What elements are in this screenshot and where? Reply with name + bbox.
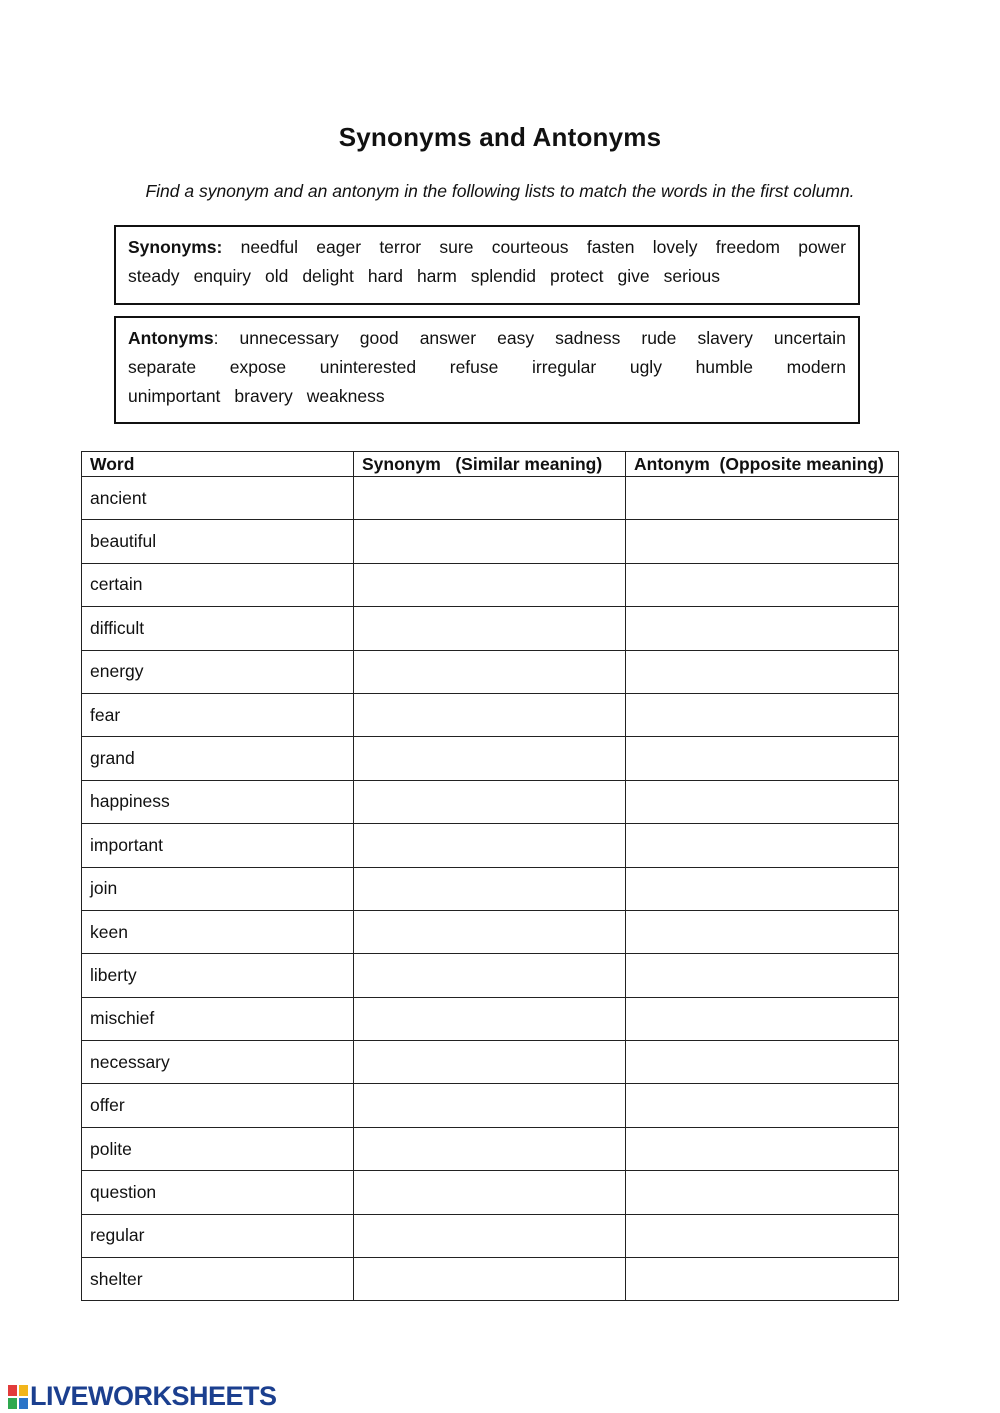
word-cell: energy	[82, 650, 354, 693]
antonym-option: humble	[695, 357, 753, 377]
word-cell: important	[82, 824, 354, 867]
antonyms-label: Antonyms	[128, 328, 214, 348]
liveworksheets-logo	[8, 1381, 277, 1412]
synonym-option: steady	[128, 266, 180, 286]
synonym-option: fasten	[586, 237, 635, 257]
table-row	[82, 867, 899, 910]
instruction-text: Find a synonym and an antonym in the following lists to match the words in the first column.	[145, 181, 855, 201]
word-cell: regular	[82, 1214, 354, 1257]
table-row	[82, 563, 899, 606]
table-row	[82, 650, 899, 693]
antonym-answer-cell[interactable]	[626, 477, 899, 520]
antonym-option: ugly	[629, 357, 662, 377]
antonym-option: modern	[786, 357, 846, 377]
synonyms-line-2	[128, 262, 846, 291]
word-cell: difficult	[82, 607, 354, 650]
synonym-answer-cell[interactable]	[354, 737, 626, 780]
synonym-option: serious	[663, 266, 721, 286]
table-row	[82, 1214, 899, 1257]
synonym-answer-cell[interactable]	[354, 477, 626, 520]
synonym-answer-cell[interactable]	[354, 563, 626, 606]
word-cell: offer	[82, 1084, 354, 1127]
synonym-answer-cell[interactable]	[354, 1258, 626, 1301]
antonym-option: irregular	[532, 357, 597, 377]
antonym-answer-cell[interactable]	[626, 1041, 899, 1084]
word-cell: beautiful	[82, 520, 354, 563]
synonym-answer-cell[interactable]	[354, 1084, 626, 1127]
antonym-option: unnecessary	[239, 328, 339, 348]
synonyms-box	[114, 225, 860, 305]
synonym-answer-cell[interactable]	[354, 1214, 626, 1257]
table-row	[82, 780, 899, 823]
antonym-option: answer	[419, 328, 477, 348]
column-header-antonym: Antonym (Opposite meaning)	[626, 452, 899, 477]
antonyms-line-3	[128, 382, 846, 411]
synonym-option: sure	[439, 237, 474, 257]
antonym-option: slavery	[697, 328, 753, 348]
synonym-answer-cell[interactable]	[354, 607, 626, 650]
table-row	[82, 1258, 899, 1301]
antonym-option: refuse	[449, 357, 499, 377]
table-row	[82, 737, 899, 780]
column-header-word: Word	[82, 452, 354, 477]
word-cell: grand	[82, 737, 354, 780]
column-header-synonym: Synonym (Similar meaning)	[354, 452, 626, 477]
word-cell: certain	[82, 563, 354, 606]
antonym-answer-cell[interactable]	[626, 607, 899, 650]
word-cell: fear	[82, 693, 354, 736]
word-cell: happiness	[82, 780, 354, 823]
antonym-answer-cell[interactable]	[626, 954, 899, 997]
word-cell: ancient	[82, 477, 354, 520]
table-row	[82, 477, 899, 520]
antonym-option: easy	[497, 328, 535, 348]
antonym-option: uncertain	[773, 328, 846, 348]
synonym-answer-cell[interactable]	[354, 1171, 626, 1214]
antonyms-line-1	[128, 324, 846, 353]
antonym-answer-cell[interactable]	[626, 650, 899, 693]
synonym-option: give	[617, 266, 650, 286]
antonym-option: expose	[229, 357, 287, 377]
synonym-answer-cell[interactable]	[354, 824, 626, 867]
antonym-option: good	[359, 328, 399, 348]
synonym-answer-cell[interactable]	[354, 910, 626, 953]
antonym-option: rude	[641, 328, 677, 348]
antonym-answer-cell[interactable]	[626, 780, 899, 823]
synonym-answer-cell[interactable]	[354, 693, 626, 736]
table-row	[82, 997, 899, 1040]
table-row	[82, 910, 899, 953]
antonym-answer-cell[interactable]	[626, 737, 899, 780]
antonym-answer-cell[interactable]	[626, 997, 899, 1040]
synonym-option: protect	[550, 266, 604, 286]
synonym-option: enquiry	[193, 266, 251, 286]
synonym-answer-cell[interactable]	[354, 997, 626, 1040]
table-row	[82, 693, 899, 736]
synonym-option: delight	[302, 266, 354, 286]
synonym-answer-cell[interactable]	[354, 1127, 626, 1170]
antonym-answer-cell[interactable]	[626, 1127, 899, 1170]
antonym-answer-cell[interactable]	[626, 824, 899, 867]
antonym-answer-cell[interactable]	[626, 1084, 899, 1127]
word-cell: necessary	[82, 1041, 354, 1084]
antonym-option: unimportant	[128, 386, 221, 406]
antonym-option: uninterested	[319, 357, 417, 377]
synonym-option: needful	[240, 237, 299, 257]
antonym-option: separate	[128, 357, 197, 377]
synonyms-label: Synonyms:	[128, 237, 223, 257]
antonym-option: sadness	[555, 328, 621, 348]
word-cell: join	[82, 867, 354, 910]
synonym-option: lovely	[652, 237, 698, 257]
table-row	[82, 1171, 899, 1214]
table-row	[82, 954, 899, 997]
synonym-answer-cell[interactable]	[354, 650, 626, 693]
synonym-option: old	[264, 266, 289, 286]
antonym-answer-cell[interactable]	[626, 1258, 899, 1301]
synonym-answer-cell[interactable]	[354, 780, 626, 823]
antonyms-label-group	[128, 324, 218, 353]
synonym-option: courteous	[491, 237, 569, 257]
table-row	[82, 1041, 899, 1084]
synonyms-line-1	[128, 233, 846, 262]
table-row	[82, 607, 899, 650]
logo-blocks-icon	[8, 1385, 28, 1409]
word-cell: shelter	[82, 1258, 354, 1301]
antonym-answer-cell[interactable]	[626, 693, 899, 736]
table-row	[82, 824, 899, 867]
worksheet-table	[81, 451, 899, 1301]
synonym-option: power	[798, 237, 846, 257]
antonym-answer-cell[interactable]	[626, 867, 899, 910]
synonym-option: harm	[416, 266, 457, 286]
word-cell: keen	[82, 910, 354, 953]
antonym-answer-cell[interactable]	[626, 1214, 899, 1257]
table-header-row	[82, 452, 899, 477]
synonym-answer-cell[interactable]	[354, 520, 626, 563]
table-row	[82, 1127, 899, 1170]
antonym-answer-cell[interactable]	[626, 1171, 899, 1214]
antonym-option: weakness	[306, 386, 385, 406]
synonym-answer-cell[interactable]	[354, 867, 626, 910]
word-cell: mischief	[82, 997, 354, 1040]
word-cell: polite	[82, 1127, 354, 1170]
antonym-option: bravery	[234, 386, 293, 406]
antonyms-label-colon: :	[213, 328, 219, 348]
antonyms-box	[114, 316, 860, 424]
word-cell: liberty	[82, 954, 354, 997]
page-title: Synonyms and Antonyms	[338, 122, 662, 152]
antonym-answer-cell[interactable]	[626, 910, 899, 953]
antonyms-line-2	[128, 353, 846, 382]
synonym-option: splendid	[470, 266, 537, 286]
table-row	[82, 520, 899, 563]
table-row	[82, 1084, 899, 1127]
synonym-option: terror	[379, 237, 422, 257]
antonym-answer-cell[interactable]	[626, 520, 899, 563]
table-body	[82, 477, 899, 1301]
logo-text: LIVEWORKSHEETS	[30, 1381, 277, 1411]
antonym-answer-cell[interactable]	[626, 563, 899, 606]
synonym-option: hard	[367, 266, 403, 286]
synonym-answer-cell[interactable]	[354, 954, 626, 997]
synonym-option: freedom	[715, 237, 780, 257]
word-cell: question	[82, 1171, 354, 1214]
synonym-option: eager	[316, 237, 362, 257]
synonym-answer-cell[interactable]	[354, 1041, 626, 1084]
